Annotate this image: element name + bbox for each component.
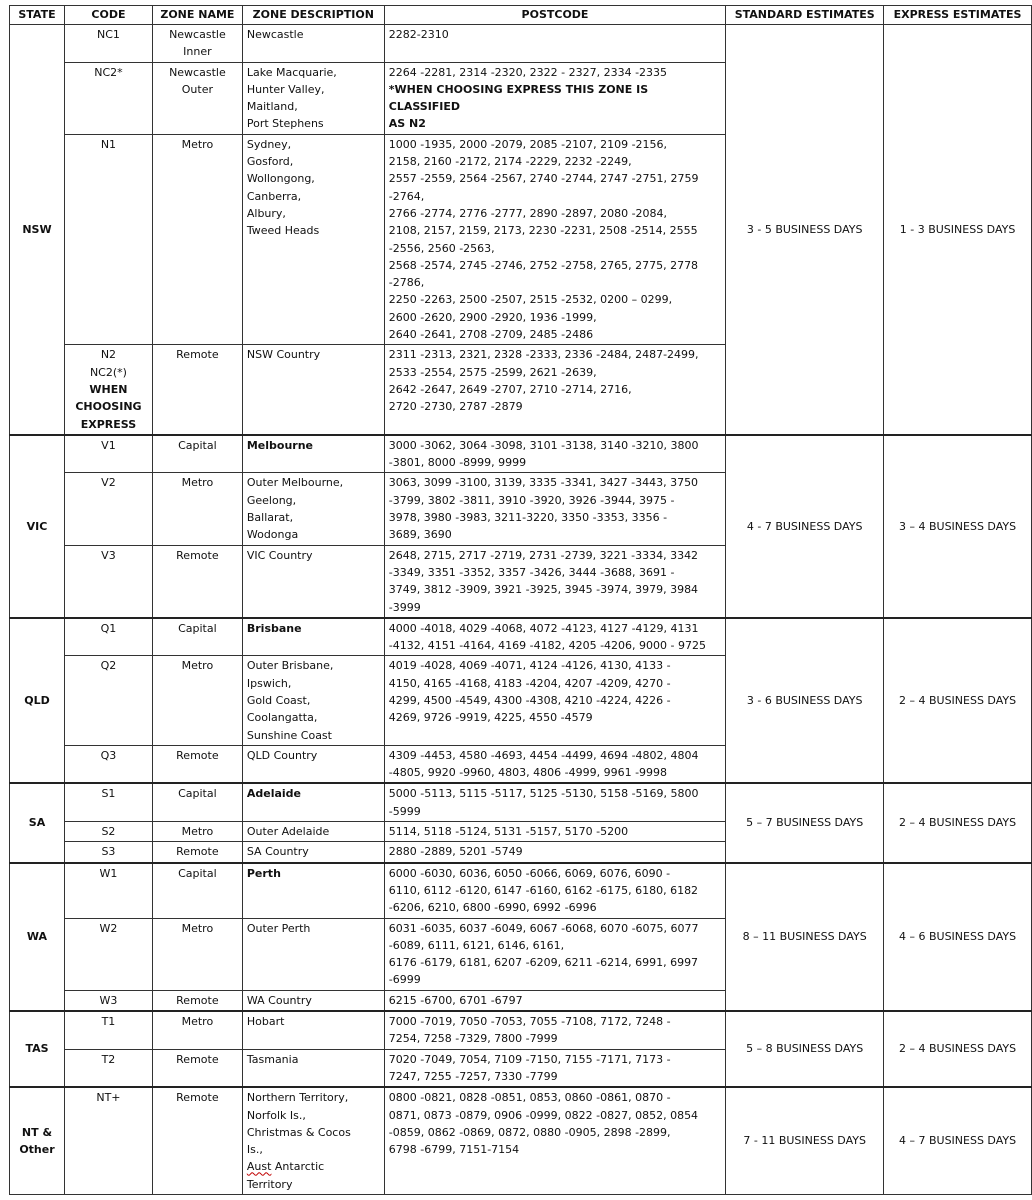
- zone-code: Q2: [100, 659, 117, 673]
- zone-description: Coolangatta,: [246, 711, 318, 725]
- zone-name: Newcastle: [169, 65, 226, 79]
- zone-description: Melbourne: [246, 438, 314, 452]
- table-row: [10, 783, 1032, 821]
- postcode-range: 4019 -4028, 4069 -4071, 4124 -4126, 4130, 4133 -: [388, 659, 671, 673]
- postcode-range: 2880 -2889, 5201 -5749: [388, 845, 523, 859]
- zone-name-cell: [152, 745, 242, 783]
- state-cell: [10, 1087, 65, 1194]
- postcode-range: 2766 -2774, 2776 -2777, 2890 -2897, 2080 -2084,: [388, 206, 668, 220]
- zone-code-cell: [64, 1087, 152, 1194]
- zone-code: NC1: [96, 28, 120, 41]
- postcode-range: -6206, 6210, 6800 -6990, 6992 -6996: [388, 901, 597, 915]
- state-cell: TAS: [10, 1011, 65, 1087]
- zone-name: Remote: [176, 845, 219, 859]
- zone-description-cell: [242, 134, 384, 345]
- header-code: CODE: [64, 6, 152, 25]
- zone-description-cell: [242, 345, 384, 435]
- zone-description: Sunshine Coast: [246, 728, 332, 742]
- zone-description: Geelong,: [246, 493, 297, 507]
- zone-name-cell: [152, 783, 242, 821]
- postcode-range: -3999: [388, 600, 421, 614]
- postcode-range: 0871, 0873 -0879, 0906 -0999, 0822 -0827, 0852, 0854: [388, 1108, 699, 1122]
- postcode-range: 6110, 6112 -6120, 6147 -6160, 6162 -6175, 6180, 6182: [388, 883, 699, 897]
- express-estimate: 2 – 4 BUSINESS DAYS: [884, 1011, 1032, 1087]
- zone-code: V3: [101, 548, 116, 562]
- standard-estimate: 4 - 7 BUSINESS DAYS: [726, 435, 884, 618]
- zone-name: Capital: [178, 866, 217, 880]
- delivery-zones-table: [9, 5, 1032, 1195]
- zone-description-cell: [242, 656, 384, 745]
- zone-description: Outer Brisbane,: [246, 659, 334, 673]
- zone-code: V1: [101, 438, 116, 452]
- zone-code-note: EXPRESS: [80, 417, 137, 431]
- standard-estimate: 7 - 11 BUSINESS DAYS: [726, 1087, 884, 1194]
- postcode-cell: [384, 618, 726, 656]
- zone-description: Hobart: [246, 1015, 285, 1029]
- postcode-cell: [384, 745, 726, 783]
- zone-description-cell: [242, 473, 384, 545]
- postcode-range: 4269, 9726 -9919, 4225, 4550 -4579: [388, 711, 593, 725]
- zone-code-cell: [64, 842, 152, 863]
- postcode-range: 2720 -2730, 2787 -2879: [388, 400, 523, 414]
- postcode-range: 2311 -2313, 2321, 2328 -2333, 2336 -2484, 2487-2499,: [388, 348, 699, 362]
- postcode-range: 6798 -6799, 7151-7154: [388, 1143, 520, 1157]
- zone-name-cell: [152, 822, 242, 842]
- postcode-range: 5000 -5113, 5115 -5117, 5125 -5130, 5158 -5169, 5800: [388, 787, 699, 801]
- zone-description: Brisbane: [246, 621, 302, 635]
- postcode-range: 2250 -2263, 2500 -2507, 2515 -2532, 0200 – 0299,: [388, 293, 673, 307]
- zone-code-cell: [64, 783, 152, 821]
- zone-description: Adelaide: [246, 787, 302, 801]
- zone-code-cell: [64, 656, 152, 745]
- zone-description: Perth: [246, 866, 281, 880]
- postcode-cell: [384, 62, 726, 134]
- state-cell: SA: [10, 783, 65, 862]
- postcode-range: -4132, 4151 -4164, 4169 -4182, 4205 -4206, 9000 - 9725: [388, 639, 706, 653]
- standard-estimate: 8 – 11 BUSINESS DAYS: [726, 863, 884, 1011]
- zone-code-cell: [64, 473, 152, 545]
- postcode-note: AS N2: [388, 117, 426, 131]
- zone-code: Q3: [100, 748, 117, 762]
- delivery-zones-document: [9, 5, 1032, 1195]
- zone-code-cell: [64, 62, 152, 134]
- zone-code-cell: [64, 25, 152, 63]
- zone-name: Capital: [178, 787, 217, 801]
- postcode-range: -2786,: [388, 276, 425, 290]
- zone-name-cell: [152, 842, 242, 863]
- zone-description: Hunter Valley,: [246, 82, 325, 96]
- zone-description: Newcastle: [246, 28, 304, 41]
- standard-estimate: 3 - 6 BUSINESS DAYS: [726, 618, 884, 784]
- zone-description-cell: [242, 62, 384, 134]
- state-label: NT &: [21, 1125, 53, 1139]
- zone-code: N2: [100, 348, 117, 362]
- zone-code-note: WHEN: [89, 382, 128, 396]
- zone-description: Is.,: [246, 1143, 263, 1157]
- zone-description: Lake Macquarie,: [246, 65, 337, 79]
- postcode-cell: [384, 134, 726, 345]
- zone-description: SA Country: [246, 845, 309, 859]
- zone-description: Albury,: [246, 206, 286, 220]
- express-estimate: 4 – 6 BUSINESS DAYS: [884, 863, 1032, 1011]
- zone-description: Tweed Heads: [246, 224, 320, 238]
- postcode-cell: [384, 822, 726, 842]
- postcode-cell: [384, 25, 726, 63]
- postcode-cell: [384, 863, 726, 918]
- zone-name-cell: [152, 435, 242, 473]
- postcode-range: 2557 -2559, 2564 -2567, 2740 -2744, 2747 -2751, 2759: [388, 172, 699, 186]
- zone-name: Metro: [181, 825, 214, 839]
- postcode-cell: [384, 783, 726, 821]
- table-row: [10, 435, 1032, 473]
- zone-description-cell: [242, 842, 384, 863]
- postcode-cell: [384, 345, 726, 435]
- postcode-range: 3063, 3099 -3100, 3139, 3335 -3341, 3427 -3443, 3750: [388, 476, 699, 490]
- zone-description: Outer Adelaide: [246, 825, 330, 839]
- postcode-range: 2264 -2281, 2314 -2320, 2322 - 2327, 2334 -2335: [388, 65, 668, 79]
- postcode-range: -3801, 8000 -8999, 9999: [388, 456, 527, 470]
- zone-code: Q1: [100, 621, 117, 635]
- zone-code: V2: [101, 476, 116, 490]
- zone-description-cell: [242, 863, 384, 918]
- zone-name-cell: [152, 618, 242, 656]
- zone-description-cell: [242, 783, 384, 821]
- postcode-range: -5999: [388, 804, 421, 818]
- zone-description: QLD Country: [246, 748, 318, 762]
- postcode-cell: [384, 545, 726, 618]
- zone-name: Inner: [183, 45, 212, 59]
- zone-name: Capital: [178, 438, 217, 452]
- zone-description: Northern Territory,: [246, 1091, 349, 1105]
- zone-code-cell: [64, 134, 152, 345]
- postcode-range: 5114, 5118 -5124, 5131 -5157, 5170 -5200: [388, 825, 629, 839]
- zone-description-cell: [242, 435, 384, 473]
- zone-description: Aust Antarctic: [246, 1160, 325, 1174]
- zone-code-cell: [64, 918, 152, 990]
- postcode-range: 4150, 4165 -4168, 4183 -4204, 4207 -4209, 4270 -: [388, 676, 671, 690]
- zone-name-cell: [152, 134, 242, 345]
- zone-name-cell: [152, 473, 242, 545]
- postcode-cell: [384, 435, 726, 473]
- express-estimate: 2 – 4 BUSINESS DAYS: [884, 783, 1032, 862]
- state-cell: VIC: [10, 435, 65, 618]
- zone-description: Sydney,: [246, 137, 292, 151]
- postcode-range: 7247, 7255 -7257, 7330 -7799: [388, 1069, 558, 1083]
- postcode-range: 3000 -3062, 3064 -3098, 3101 -3138, 3140 -3210, 3800: [388, 438, 699, 452]
- postcode-cell: [384, 656, 726, 745]
- zone-description: Christmas & Cocos: [246, 1125, 351, 1139]
- zone-code: S1: [101, 787, 116, 801]
- zone-code-cell: [64, 990, 152, 1011]
- zone-code: N1: [100, 137, 117, 151]
- zone-code-note: CHOOSING: [75, 400, 142, 414]
- express-estimate: 3 – 4 BUSINESS DAYS: [884, 435, 1032, 618]
- zone-description: VIC Country: [246, 548, 313, 562]
- zone-description: Tasmania: [246, 1052, 299, 1066]
- zone-name-cell: [152, 25, 242, 63]
- postcode-range: 3689, 3690: [388, 528, 452, 542]
- table-row: [10, 1087, 1032, 1194]
- postcode-cell: [384, 1049, 726, 1087]
- zone-description-cell: [242, 745, 384, 783]
- postcode-range: -3349, 3351 -3352, 3357 -3426, 3444 -3688, 3691 -: [388, 565, 675, 579]
- zone-name-cell: [152, 345, 242, 435]
- standard-estimate: 3 - 5 BUSINESS DAYS: [726, 25, 884, 435]
- postcode-cell: [384, 990, 726, 1011]
- zone-description: Territory: [246, 1177, 293, 1191]
- postcode-range: 2600 -2620, 2900 -2920, 1936 -1999,: [388, 310, 597, 324]
- zone-description-cell: [242, 918, 384, 990]
- zone-description-cell: [242, 25, 384, 63]
- zone-name-cell: [152, 656, 242, 745]
- zone-name: Remote: [176, 993, 219, 1007]
- postcode-cell: [384, 1087, 726, 1194]
- postcode-cell: [384, 1011, 726, 1049]
- zone-code-cell: [64, 618, 152, 656]
- zone-description-cell: [242, 1011, 384, 1049]
- header-express-estimates: EXPRESS ESTIMATES: [884, 6, 1032, 25]
- zone-name: Capital: [178, 621, 217, 635]
- postcode-range: -2556, 2560 -2563,: [388, 241, 495, 255]
- zone-description-cell: [242, 1087, 384, 1194]
- zone-name: Metro: [181, 921, 214, 935]
- zone-description: Ipswich,: [246, 676, 292, 690]
- table-body: [10, 25, 1032, 1195]
- header-zone-name: ZONE NAME: [152, 6, 242, 25]
- postcode-range: 6000 -6030, 6036, 6050 -6066, 6069, 6076, 6090 -: [388, 866, 671, 880]
- zone-description-cell: [242, 545, 384, 618]
- zone-code: W3: [99, 993, 118, 1007]
- zone-code: W2: [99, 921, 118, 935]
- zone-code-cell: [64, 863, 152, 918]
- postcode-cell: [384, 473, 726, 545]
- header-state: STATE: [10, 6, 65, 25]
- postcode-range: -3799, 3802 -3811, 3910 -3920, 3926 -3944, 3975 -: [388, 493, 675, 507]
- postcode-range: -6999: [388, 973, 421, 987]
- zone-code: NC2(*): [89, 365, 127, 379]
- zone-description: Port Stephens: [246, 117, 324, 131]
- zone-name: Metro: [181, 659, 214, 673]
- postcode-range: 3749, 3812 -3909, 3921 -3925, 3945 -3974, 3979, 3984: [388, 583, 699, 597]
- postcode-range: 3978, 3980 -3983, 3211-3220, 3350 -3353, 3356 -: [388, 511, 668, 525]
- header-standard-estimates: STANDARD ESTIMATES: [726, 6, 884, 25]
- postcode-range: -6089, 6111, 6121, 6146, 6161,: [388, 938, 565, 952]
- zone-code-cell: [64, 745, 152, 783]
- zone-description: WA Country: [246, 993, 312, 1007]
- express-estimate: 4 – 7 BUSINESS DAYS: [884, 1087, 1032, 1194]
- postcode-range: 2648, 2715, 2717 -2719, 2731 -2739, 3221 -3334, 3342: [388, 548, 699, 562]
- zone-description: Gold Coast,: [246, 693, 311, 707]
- zone-description: Wodonga: [246, 528, 299, 542]
- standard-estimate: 5 – 7 BUSINESS DAYS: [726, 783, 884, 862]
- zone-description: Ballarat,: [246, 511, 294, 525]
- zone-name-cell: [152, 1011, 242, 1049]
- postcode-range: 2282-2310: [388, 28, 449, 41]
- state-label: Other: [19, 1143, 55, 1157]
- table-row: [10, 1011, 1032, 1049]
- zone-code: W1: [99, 866, 118, 880]
- zone-name-cell: [152, 1087, 242, 1194]
- zone-description: Wollongong,: [246, 172, 315, 186]
- zone-description: NSW Country: [246, 348, 321, 362]
- zone-description-cell: [242, 1049, 384, 1087]
- postcode-range: -4805, 9920 -9960, 4803, 4806 -4999, 9961 -9998: [388, 766, 668, 780]
- header-postcode: POSTCODE: [384, 6, 726, 25]
- standard-estimate: 5 – 8 BUSINESS DAYS: [726, 1011, 884, 1087]
- zone-description-cell: [242, 990, 384, 1011]
- postcode-range: 7020 -7049, 7054, 7109 -7150, 7155 -7171, 7173 -: [388, 1052, 671, 1066]
- zone-description: Maitland,: [246, 100, 298, 114]
- zone-code: T1: [101, 1015, 116, 1029]
- zone-name: Metro: [181, 137, 214, 151]
- zone-name: Newcastle: [169, 28, 226, 41]
- zone-name: Remote: [176, 1091, 219, 1105]
- zone-code-cell: [64, 545, 152, 618]
- zone-name: Remote: [176, 1052, 219, 1066]
- zone-code-cell: [64, 345, 152, 435]
- postcode-note: *WHEN CHOOSING EXPRESS THIS ZONE IS CLASSIFIED: [388, 82, 649, 114]
- zone-name: Remote: [176, 748, 219, 762]
- zone-code-cell: [64, 822, 152, 842]
- express-estimate: 2 – 4 BUSINESS DAYS: [884, 618, 1032, 784]
- zone-description: Outer Perth: [246, 921, 311, 935]
- zone-name-cell: [152, 1049, 242, 1087]
- zone-description: Outer Melbourne,: [246, 476, 344, 490]
- table-row: [10, 863, 1032, 918]
- postcode-range: 0800 -0821, 0828 -0851, 0853, 0860 -0861, 0870 -: [388, 1091, 671, 1105]
- postcode-cell: [384, 842, 726, 863]
- header-row: [10, 6, 1032, 25]
- zone-name-cell: [152, 918, 242, 990]
- zone-code: NC2*: [94, 65, 123, 79]
- zone-name: Outer: [181, 82, 213, 96]
- postcode-range: 2158, 2160 -2172, 2174 -2229, 2232 -2249,: [388, 155, 632, 169]
- zone-name: Metro: [181, 476, 214, 490]
- zone-description: Gosford,: [246, 155, 294, 169]
- zone-name-cell: [152, 62, 242, 134]
- zone-code: S2: [101, 825, 116, 839]
- zone-name: Metro: [181, 1015, 214, 1029]
- zone-description: Canberra,: [246, 189, 302, 203]
- postcode-range: 4309 -4453, 4580 -4693, 4454 -4499, 4694 -4802, 4804: [388, 748, 699, 762]
- state-cell: NSW: [10, 25, 65, 435]
- zone-code: T2: [101, 1052, 116, 1066]
- zone-name: Remote: [176, 348, 219, 362]
- postcode-range: 1000 -1935, 2000 -2079, 2085 -2107, 2109 -2156,: [388, 137, 668, 151]
- zone-name-cell: [152, 990, 242, 1011]
- postcode-range: 2533 -2554, 2575 -2599, 2621 -2639,: [388, 365, 597, 379]
- zone-description: Norfolk Is.,: [246, 1108, 306, 1122]
- postcode-range: 7254, 7258 -7329, 7800 -7999: [388, 1032, 558, 1046]
- zone-code-cell: [64, 435, 152, 473]
- express-estimate: 1 - 3 BUSINESS DAYS: [884, 25, 1032, 435]
- table-row: [10, 618, 1032, 656]
- state-cell: QLD: [10, 618, 65, 784]
- postcode-range: 7000 -7019, 7050 -7053, 7055 -7108, 7172, 7248 -: [388, 1015, 671, 1029]
- zone-description-cell: [242, 822, 384, 842]
- postcode-range: 6176 -6179, 6181, 6207 -6209, 6211 -6214, 6991, 6997: [388, 956, 699, 970]
- postcode-cell: [384, 918, 726, 990]
- header-zone-description: ZONE DESCRIPTION: [242, 6, 384, 25]
- postcode-range: 2642 -2647, 2649 -2707, 2710 -2714, 2716,: [388, 382, 632, 396]
- zone-code: S3: [101, 845, 116, 859]
- zone-name-cell: [152, 863, 242, 918]
- postcode-range: -2764,: [388, 189, 425, 203]
- postcode-range: 6215 -6700, 6701 -6797: [388, 993, 523, 1007]
- postcode-range: -0859, 0862 -0869, 0872, 0880 -0905, 2898 -2899,: [388, 1125, 671, 1139]
- zone-code-cell: [64, 1011, 152, 1049]
- zone-code: NT+: [96, 1091, 121, 1105]
- postcode-range: 6031 -6035, 6037 -6049, 6067 -6068, 6070 -6075, 6077: [388, 921, 699, 935]
- zone-description-cell: [242, 618, 384, 656]
- zone-code-cell: [64, 1049, 152, 1087]
- zone-name-cell: [152, 545, 242, 618]
- postcode-range: 2108, 2157, 2159, 2173, 2230 -2231, 2508 -2514, 2555: [388, 224, 698, 238]
- postcode-range: 4000 -4018, 4029 -4068, 4072 -4123, 4127 -4129, 4131: [388, 621, 699, 635]
- table-row: [10, 25, 1032, 63]
- postcode-range: 4299, 4500 -4549, 4300 -4308, 4210 -4224, 4226 -: [388, 693, 671, 707]
- zone-name: Remote: [176, 548, 219, 562]
- postcode-range: 2568 -2574, 2745 -2746, 2752 -2758, 2765, 2775, 2778: [388, 258, 699, 272]
- postcode-range: 2640 -2641, 2708 -2709, 2485 -2486: [388, 328, 594, 342]
- state-cell: WA: [10, 863, 65, 1011]
